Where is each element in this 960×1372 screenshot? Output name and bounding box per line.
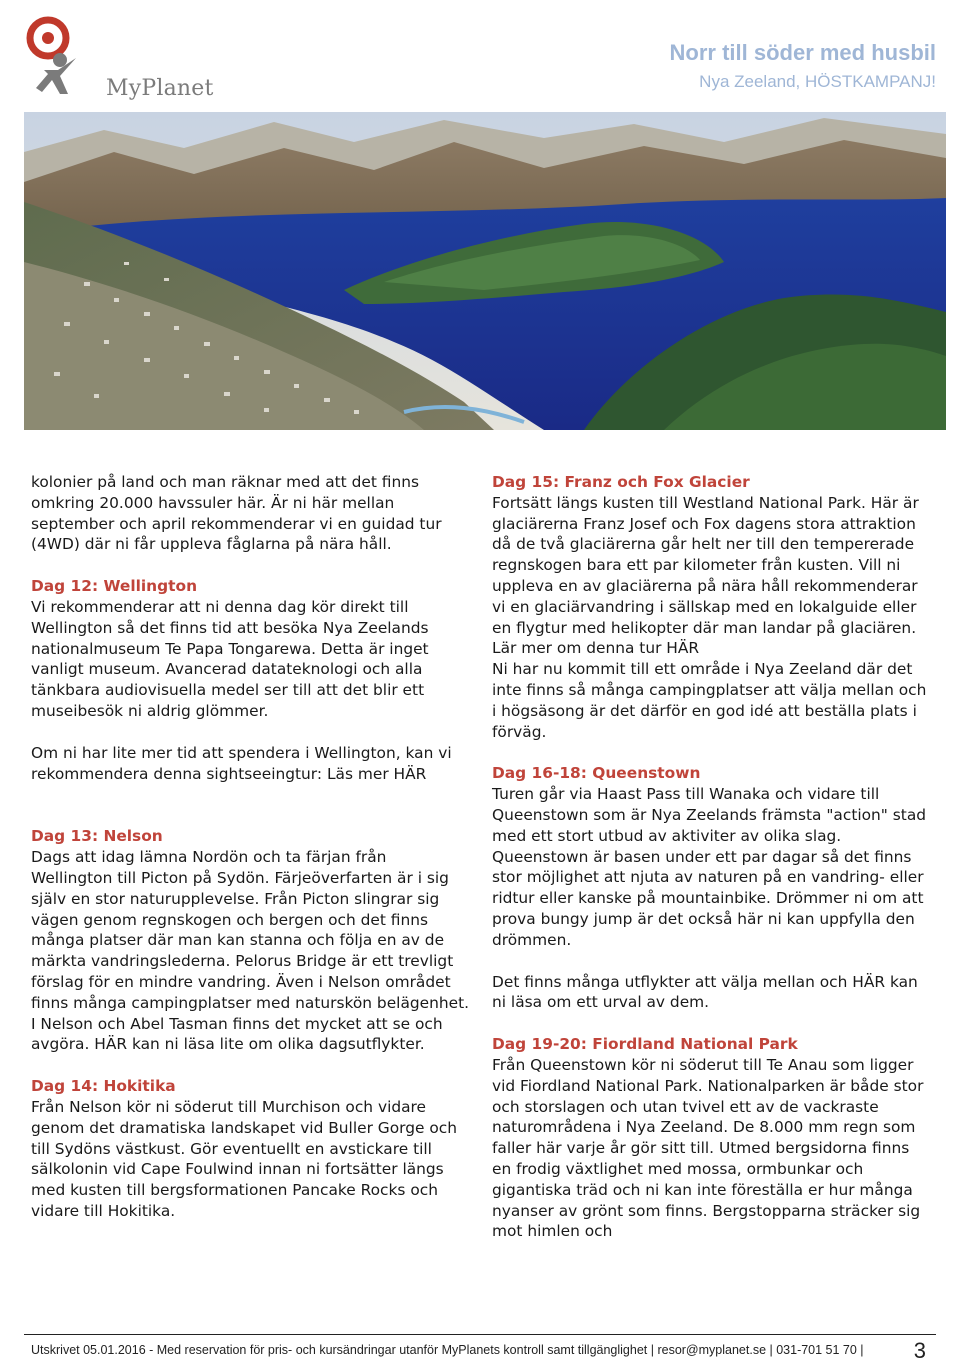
intro-paragraph: kolonier på land och man räknar med att det finns omkring 20.000 havssuler här. Är ni här mellan september och april rekommenderar vi en guidad tur (4WD) där ni får uppleva fåglarna på nära håll. (31, 473, 442, 554)
document-header (670, 40, 936, 92)
footer-text: Utskrivet 05.01.2016 - Med reservation för pris- och kursändringar utanför MyPlanets kontroll samt tillgänglighet | resor@myplanet.se | 031-701 51 70 | (31, 1343, 864, 1357)
day15-paragraph-2: Ni har nu kommit till ett område i Nya Zeeland där det inte finns så många campingplatser att välja mellan och i högsäsong är det därför en god idé att beställa plats i förväg. (492, 660, 927, 741)
day13-heading: Dag 13: Nelson (31, 827, 163, 846)
footer-divider (24, 1334, 936, 1335)
page-number: 3 (913, 1338, 926, 1363)
day12-paragraph: Vi rekommenderar att ni denna dag kör direkt till Wellington så det finns tid att besöka Nya Zeelands nationalmuseum Te Papa Tongarewa. Detta är inget vanligt museum. Avancerad datateknologi och alla tänkbara audiovisuella medel ser till att det blir ett museibesök ni aldrig glömmer. (31, 597, 429, 720)
day16-heading: Dag 16-18: Queenstown (492, 764, 701, 783)
myplanet-logo[interactable] (24, 14, 214, 101)
day13-paragraph: Dags att idag lämna Nordön och ta färjan från Wellington till Picton på Sydön. Färjeöverfarten är i sig själv en stor naturupplevelse. Från Picton slingrar sig vägen genom regnskogen och bergen och det finns många platser där man kan stanna och följa en av de märkta vandringslederna. Pelorus Bridge är ett trevligt förslag för en mindre vandring. Även i Nelson området finns många campingplatser med naturskön belägenhet. I Nelson och Abel Tasman finns det mycket att se och avgöra. HÄR kan ni läsa lite om olika dagsutflykter. (31, 848, 470, 1054)
day19-heading: Dag 19-20: Fiordland National Park (492, 1035, 798, 1054)
day12-heading: Dag 12: Wellington (31, 577, 198, 596)
day14-paragraph: Från Nelson kör ni söderut till Murchison och vidare genom det dramatiska landskapet vid Buller Gorge och till Sydöns västkust. Gör eventuellt en avstickare till sälkolonin vid Cape Foulwind innan ni fortsätter längs med kusten till bergsformationen Pancake Rocks och vidare till Hokitika. (31, 1097, 457, 1220)
page-title: Norr till söder med husbil (669, 40, 936, 65)
left-column (31, 472, 471, 1222)
day16-paragraph: Turen går via Haast Pass till Wanaka och vidare till Queenstown som är Nya Zeelands främsta "action" stad med ett stort utbud av aktiviter av olika slag. Queenstown är basen under ett par dagar så det finns stor möjlighet att njuta av naturen på en vandring- eller ridtur eller kanske på mountainbike. Drömmer ni om att prova bungy jump är det också här ni kan uppfylla den drömmen. (492, 785, 927, 949)
queenstown-aerial-photo (24, 112, 946, 430)
right-column (492, 472, 932, 1242)
day12-extra-paragraph: Om ni har lite mer tid att spendera i Wellington, kan vi rekommendera denna sightseeingtur: Läs mer HÄR (31, 743, 452, 783)
day15-paragraph: Fortsätt längs kusten till Westland National Park. Här är glaciärerna Franz Josef och Fox dagens stora attraktion då de två glaciärerna går helt ner till den tempererade regnskogen bara ett par kilometer från kusten. Vill ni uppleva en av glaciärerna på nära håll rekommenderar vi en glaciärvandring i sällskap med en lokalguide eller en flygtur med helikopter där man landar på glaciären. Lär mer om denna tur HÄR (492, 493, 919, 658)
page-subtitle: Nya Zeeland, HÖSTKAMPANJ! (699, 72, 936, 91)
day19-paragraph: Från Queenstown kör ni söderut till Te Anau som ligger vid Fiordland National Park. Nationalparken är både stor och storslagen och utan tvivel ett av de vackraste naturområdena i Nya Zeeland. De 8.000 mm regn som faller här varje år gör sitt till. Utmed bergsidorna finns en frodig växtlighet med mossa, ormbunkar och gigantiska träd och ni kan inte föreställa er hur många nyanser av grönt som finns. Bergstopparna sträcker sig mot himlen och (492, 1055, 924, 1241)
day14-heading: Dag 14: Hokitika (31, 1077, 176, 1096)
day15-heading: Dag 15: Franz och Fox Glacier (492, 473, 750, 491)
logo-text: MyPlanet (106, 76, 214, 101)
day16-extra-paragraph: Det finns många utflykter att välja mellan och HÄR kan ni läsa om ett urval av dem. (492, 972, 918, 1012)
